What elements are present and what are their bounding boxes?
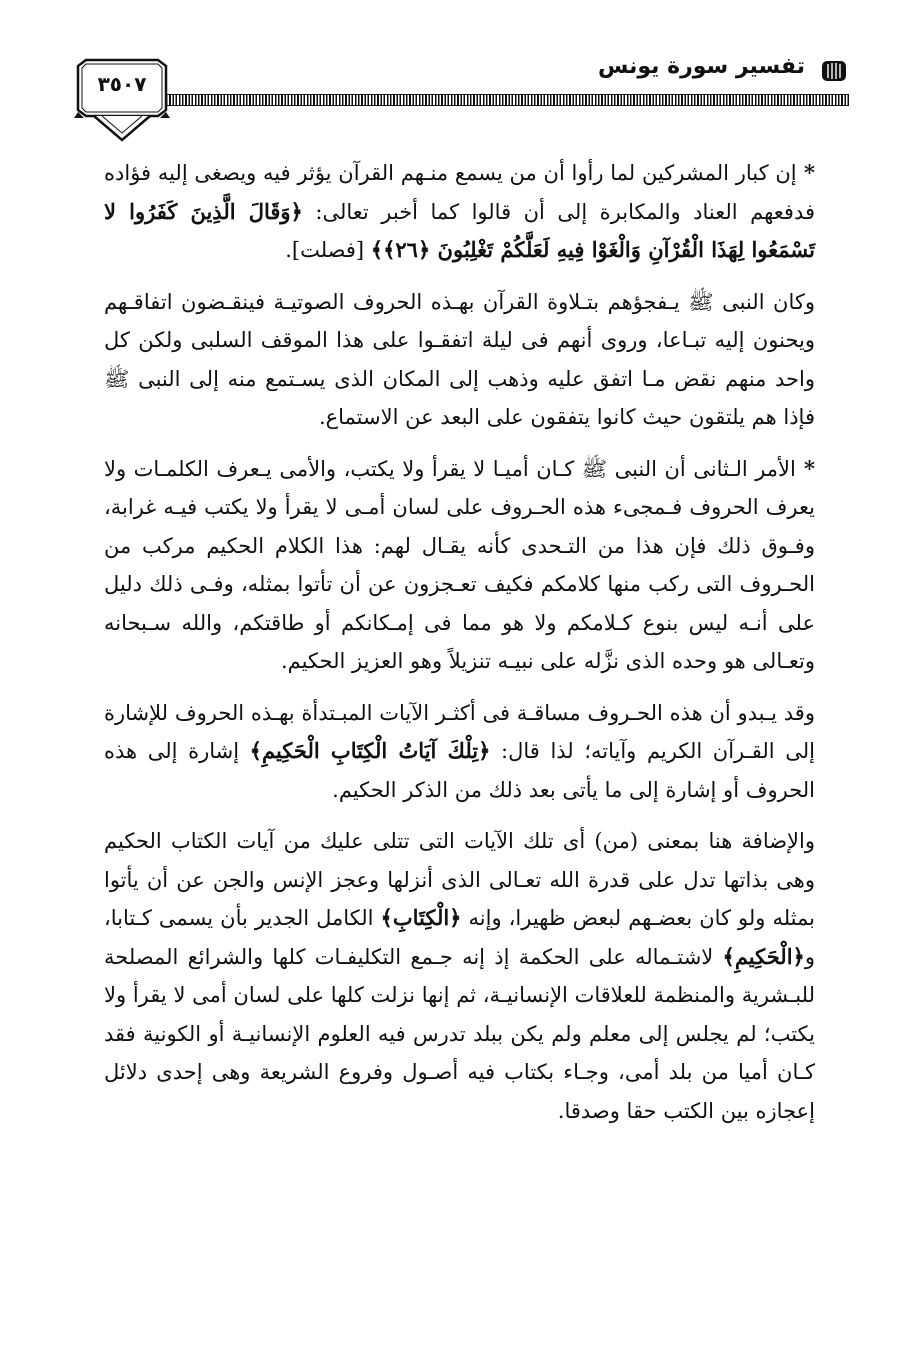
badge-frame — [74, 52, 170, 142]
emphasized-text: ﴿الْكِتَابِ﴾ — [380, 905, 462, 930]
paragraph-text: وكان النبى ﷺ يـفجؤهم بتـلاوة القرآن بهـذه الحروف الصوتيـة فينقـضون اتفاقـهم ويحنون إليه تبـاعا، وروى أنهم فى ليلة اتفقـوا على هذا الموقف السلبى ولكن كل واحد منهم نقض مـا اتفق عليه وذهب إلى المكان الذى يسـتمع منه إلى النبى ﷺ فإذا هم يلتقون حيث كانوا يتفقون على البعد عن الاستماع. — [104, 289, 815, 429]
page-header — [0, 0, 917, 150]
paragraph — [104, 450, 815, 681]
page-number-badge — [74, 52, 170, 142]
paragraph-text: [فصلت]. — [285, 238, 371, 262]
ornament-icon — [819, 58, 849, 84]
paragraph-text: إشارة إلى هذه الحروف أو إشارة إلى ما يأتى بعد ذلك من الذكر الحكيم. — [104, 739, 815, 802]
emphasized-text: ﴿تِلْكَ آيَاتُ الْكِتَابِ الْحَكِيمِ﴾ — [249, 738, 491, 763]
emphasized-text: * — [795, 455, 815, 481]
paragraph — [104, 694, 815, 810]
header-rule — [166, 94, 849, 106]
paragraph-text: وقد يـبدو أن هذه الحـروف مساقـة فى أكثـر الآيات المبـتدأة بهـذه الحروف للإشارة إلى القـرآن الكريم وآياته؛ لذا قال: — [104, 700, 816, 763]
paragraph-text: إن كبار المشركين لما رأوا أن من يسمع منـهم القرآن يؤثر فيه ويصغى إليه فؤاده فدفعهم العناد والمكابرة إلى أن قالوا كما أخبر تعالى: — [104, 161, 816, 224]
paragraph-text: والإضافة هنا بمعنى (من) أى تلك الآيات التى تتلى عليك من آيات الكتاب الحكيم وهى بذاتها تدل على قدرة الله تعـالى الذى أنزلها وعجز الإنس والجن عن أن يأتوا بمثله ولو كان بعضـهم لبعض ظهيرا، وإنه — [104, 829, 816, 930]
paragraph — [104, 154, 815, 270]
emphasized-text: ﴿الْحَكِيمِ﴾ — [722, 943, 805, 969]
text-body — [104, 150, 815, 1130]
paragraph-text: الأمر الـثانى أن النبى ﷺ كـان أميـا لا يقرأ ولا يكتب، والأمى يـعرف الكلمـات ولا يعرف الحروف فـمجىء هذه الحـروف على لسان أمـى لا يقرأ ولا يكتب فيـه غرابة، وفـوق ذلك فإن هذا من التـحدى كأنه يقـال لهم: هذا الكلام الحكيم مركب من الحـروف التى ركب منها كلامكم فكيف تعـجزون عن أن تأتوا بمثله، وفـى ذلك دليل على أنـه ليس بنوع كـلامكم ولا هو مما فى إمـكانكم أو طاقتكم، والله سـبحانه وتعـالى هو وحده الذى نزَّله على نبيـه تنزيلاً وهو العزيز الحكيم. — [104, 456, 815, 673]
paragraph — [104, 283, 815, 437]
paragraph-text: لاشتـماله على الحكمة إذ إنه جـمع التكليفـات كلها والشرائع المصلحة للبـشرية والمنظمة للعلاقات الإنسانيـة، ثم إنها نزلت كلها على لسان أمى لا يقرأ ولا يكتب؛ لم يجلس إلى معلم ولم يكن ببلد تدرس فيه العلوم الإنسانيـة أو الكونية فقد كـان أميا من بلد أمى، وجـاء بكتاب فيه أصـول وفروع الشريعة وهى إحدى دلائل إعجازه بين الكتب حقا وصدقا. — [104, 944, 815, 1123]
emphasized-text: * — [796, 160, 816, 185]
page-number: ٣٥٠٧ — [97, 72, 147, 96]
running-title: تفسير سورة يونس — [598, 54, 805, 79]
paragraph — [104, 822, 815, 1130]
emphasized-text: ﴿وَقَالَ الَّذِينَ كَفَرُوا لا تَسْمَعُوا لِهَذَا الْقُرْآنِ وَالْغَوْا فِيهِ لَعَلَّكُمْ تَغْلِبُونَ ﴿٢٦﴾﴾ — [104, 198, 815, 262]
paragraph-text: الكامل الجدير بأن يسمى كـتابا، و — [104, 906, 815, 969]
